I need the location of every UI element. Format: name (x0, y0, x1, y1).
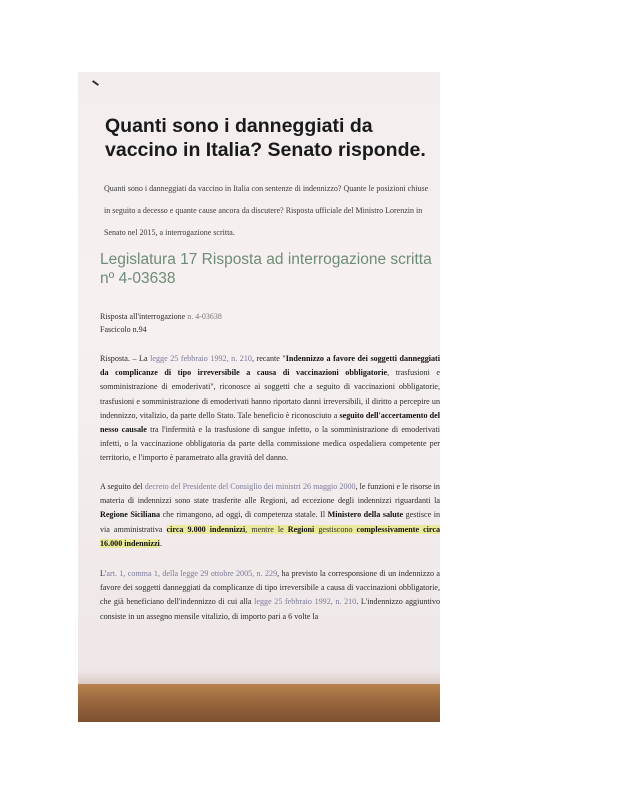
p3-text-1: L' (100, 569, 107, 578)
p2-bold-4: Regioni (287, 524, 315, 534)
wooden-desk (78, 684, 440, 722)
fascicolo-label: Fascicolo n.94 (100, 325, 147, 334)
p1-bold-2: seguito dell'accertamento del nesso causale (100, 410, 440, 435)
p2-text-4: gestisce in via amministrativa (100, 510, 440, 534)
p1-text-4: tra l'infermità e la trasfusione di sangue infetto, o la somministrazione di emoderivati infetti, o la vaccinazione obbligatoria da parte della commissione medica ospedaliera competente per territorio, e l'importo è parametrato alla gravità del danno. (100, 425, 440, 463)
legge-210-link-2[interactable]: legge 25 febbraio 1992, n. 210 (254, 597, 357, 607)
p1-text-3: , trasfusioni e somministrazione di emoderivati", riconosce ai soggetti che a seguito di vaccinazioni obbligatorie, trasfusioni e somministrazione di emoderivati hanno riportato danni irreversibili, il diritto a percepire un indennizzo, vitalizio, da parte dello Stato. Tale beneficio è riconosciuto a (100, 368, 440, 420)
p2-text-3: che rimangono, ad oggi, di competenza statale. Il (160, 510, 328, 520)
p2-bold-1: Regione Siciliana (100, 510, 161, 520)
highlight-9000: circa 9.000 indennizzi (166, 524, 246, 534)
legge-210-link[interactable]: legge 25 febbraio 1992, n. 210 (150, 354, 252, 363)
document-photo (78, 72, 440, 722)
paragraph-legge-229 (100, 567, 440, 624)
p2-text-2: , le funzioni e le risorse in materia di indennizzi sono state trasferite alle Regioni, ad eccezione degli indennizzi riguardanti la (100, 482, 440, 506)
pen-mark (92, 80, 99, 86)
p1-text-2: , recante " (251, 354, 286, 363)
p3-text-3: . L'indennizzo aggiuntivo consiste in un assegno mensile vitalizio, di importo pari a 6 volte la (100, 597, 440, 621)
dpcm-link[interactable]: decreto del Presidente del Consiglio dei ministri 26 maggio 2000 (144, 482, 356, 491)
p2-text-1: A seguito del (100, 482, 145, 491)
risposta-ref: n. 4-03638 (187, 312, 222, 321)
p1-text-1: Risposta. – La (100, 354, 151, 363)
p2-text-6: gestiscono (314, 524, 357, 534)
p2-bold-2: Ministero della salute (327, 510, 404, 520)
p2-text-7: . (159, 538, 162, 548)
p2-text-5: , mentre le (245, 524, 288, 534)
article-title: Quanti sono i danneggiati da vaccino in Italia? Senato risponde. (105, 115, 426, 161)
p1-bold-1: Indennizzo a favore dei soggetti danneggiati da complicanze di tipo irreversibile a causa di vaccinazioni obbligatorie (100, 354, 440, 378)
legge-229-link[interactable]: art. 1, comma 1, della legge 29 ottobre 2005, n. 229 (106, 569, 278, 578)
legislatura-heading: Legislatura 17 Risposta ad interrogazione scritta nº 4-03638 (100, 251, 432, 287)
article-intro: Quanti sono i danneggiati da vaccino in Italia con sentenze di indennizzo? Quante le posizioni chiuse in seguito a decesso e quante cause ancora da discutere? Risposta ufficiale del Ministro Lorenzin in Senato nel 2015, a interrogazione scritta. (104, 184, 429, 237)
paragraph-dpcm (100, 480, 440, 551)
paragraph-risposta (100, 352, 440, 466)
p3-text-2: , ha previsto la corresponsione di un indennizzo a favore dei soggetti danneggiati da complicanze di tipo irreversibile a causa di vaccinazioni obbligatorie, che già beneficiano dell'indennizzo di cui alla (100, 569, 440, 607)
paper-sheet (78, 72, 440, 684)
highlight-16000: complessivamente circa 16.000 indennizzi (100, 524, 440, 548)
risposta-line (100, 312, 420, 321)
risposta-label: Risposta all'interrogazione (100, 312, 186, 321)
